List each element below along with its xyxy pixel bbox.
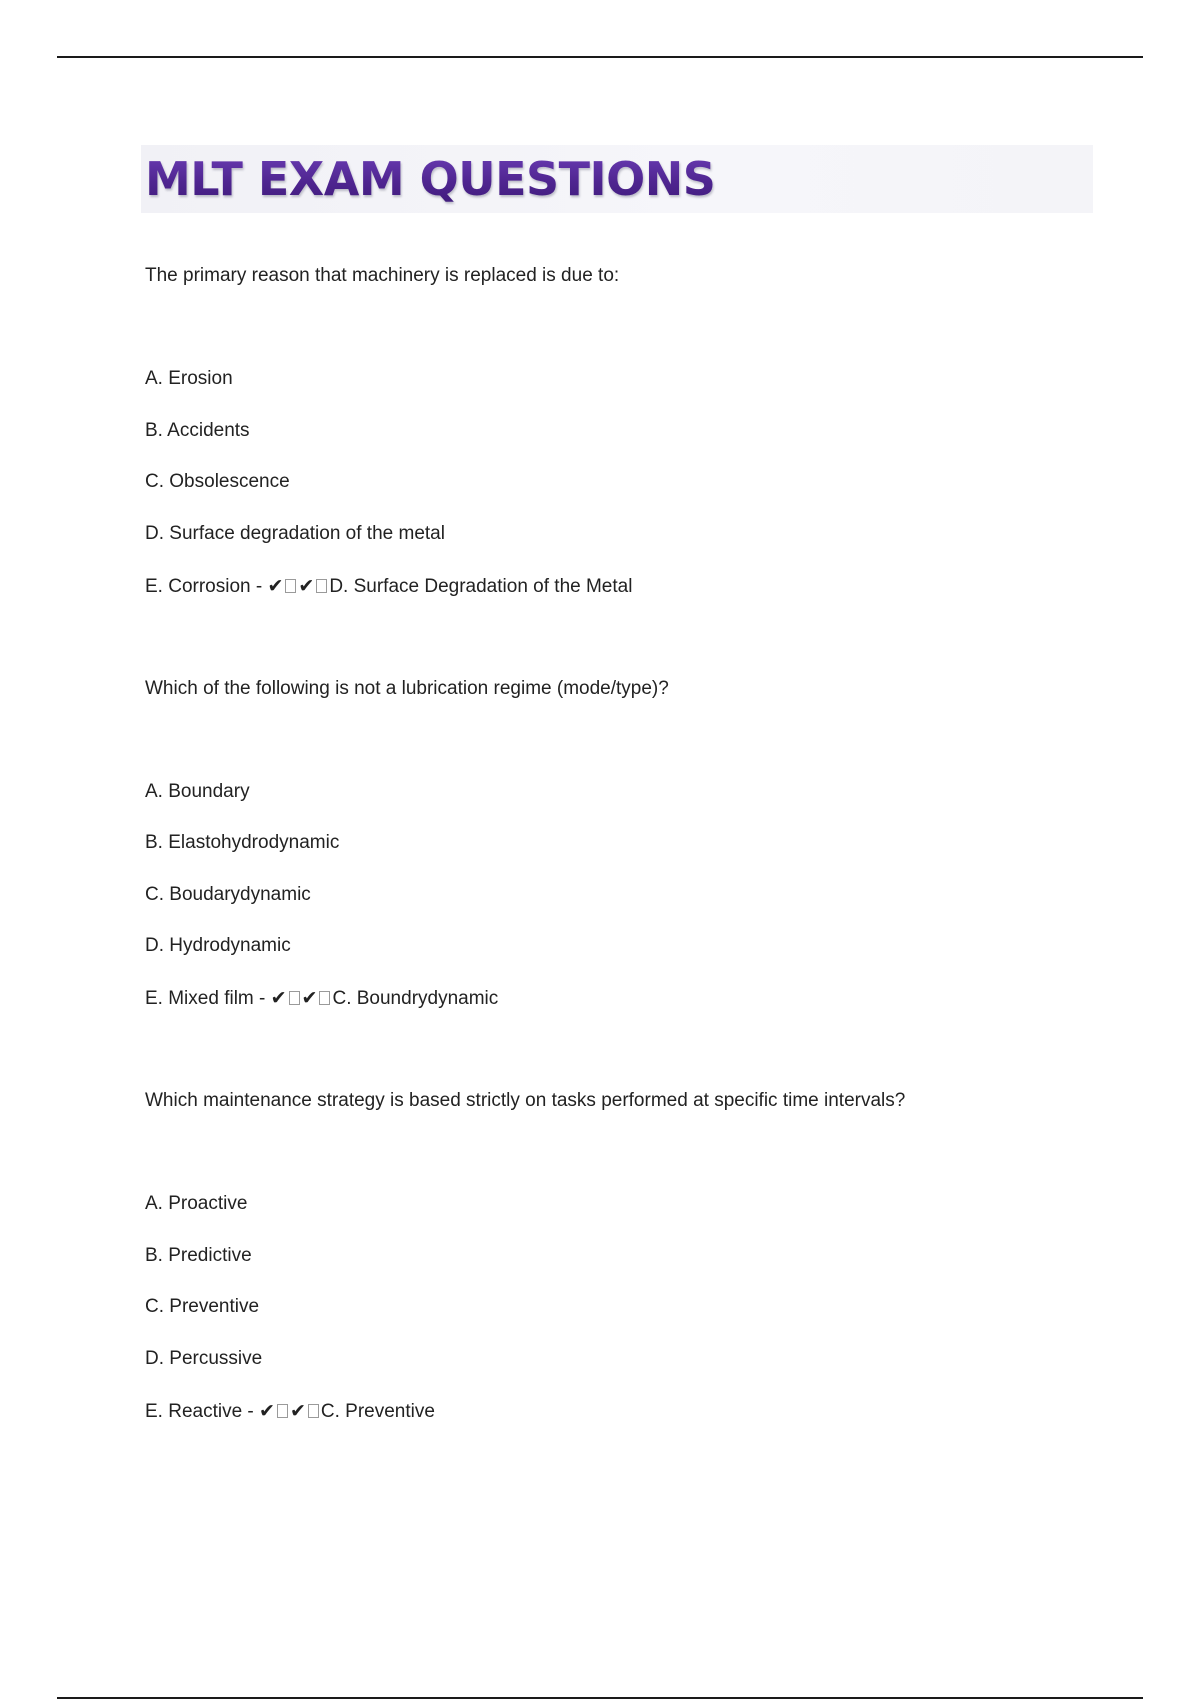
missing-glyph-box-icon <box>277 1404 288 1418</box>
question-2-option-c: C. Boudarydynamic <box>145 884 311 905</box>
missing-glyph-box-icon <box>308 1404 319 1418</box>
top-rule <box>57 56 1143 58</box>
check-mark-icon: ✔ <box>301 987 318 1009</box>
question-2-prompt: Which of the following is not a lubrication regime (mode/type)? <box>145 678 669 699</box>
question-1-option-e <box>145 574 632 599</box>
question-3-option-a: A. Proactive <box>145 1193 248 1214</box>
question-2-option-e <box>145 986 498 1011</box>
bottom-rule <box>57 1697 1143 1699</box>
missing-glyph-box-icon <box>285 579 296 593</box>
question-1-prompt: The primary reason that machinery is replaced is due to: <box>145 265 620 286</box>
check-mark-icon: ✔ <box>259 1400 275 1422</box>
question-3-answer: C. Preventive <box>320 1401 435 1422</box>
missing-glyph-box-icon <box>316 579 327 593</box>
missing-glyph-box-icon <box>319 991 330 1005</box>
question-2-answer: C. Boundrydynamic <box>332 988 499 1009</box>
question-1-option-c: C. Obsolescence <box>145 471 290 492</box>
check-mark-icon: ✔ <box>267 575 284 597</box>
question-3-option-e <box>145 1399 435 1424</box>
check-mark-icon: ✔ <box>298 575 315 597</box>
question-2-option-b: B. Elastohydrodynamic <box>145 832 340 853</box>
check-mark-icon: ✔ <box>270 987 287 1009</box>
question-1-option-b: B. Accidents <box>145 420 250 441</box>
question-3-option-b: B. Predictive <box>145 1245 252 1266</box>
page-title: MLT EXAM QUESTIONS <box>145 149 715 209</box>
question-2-option-e-label: E. Mixed film - <box>145 988 271 1009</box>
question-2-option-d: D. Hydrodynamic <box>145 935 291 956</box>
question-2-option-a: A. Boundary <box>145 781 250 802</box>
question-3-option-d: D. Percussive <box>145 1348 263 1369</box>
question-3-option-e-label: E. Reactive - <box>145 1401 260 1422</box>
check-mark-icon: ✔ <box>289 1400 306 1422</box>
question-3-option-c: C. Preventive <box>145 1296 260 1317</box>
question-1-answer: D. Surface Degradation of the Metal <box>329 576 633 597</box>
missing-glyph-box-icon <box>289 991 300 1005</box>
question-3-prompt: Which maintenance strategy is based strictly on tasks performed at specific time intervals? <box>145 1090 906 1111</box>
title-banner <box>141 145 1093 213</box>
question-1-option-d: D. Surface degradation of the metal <box>145 523 445 544</box>
question-1-option-a: A. Erosion <box>145 368 233 389</box>
question-1-option-e-label: E. Corrosion - <box>145 576 268 597</box>
